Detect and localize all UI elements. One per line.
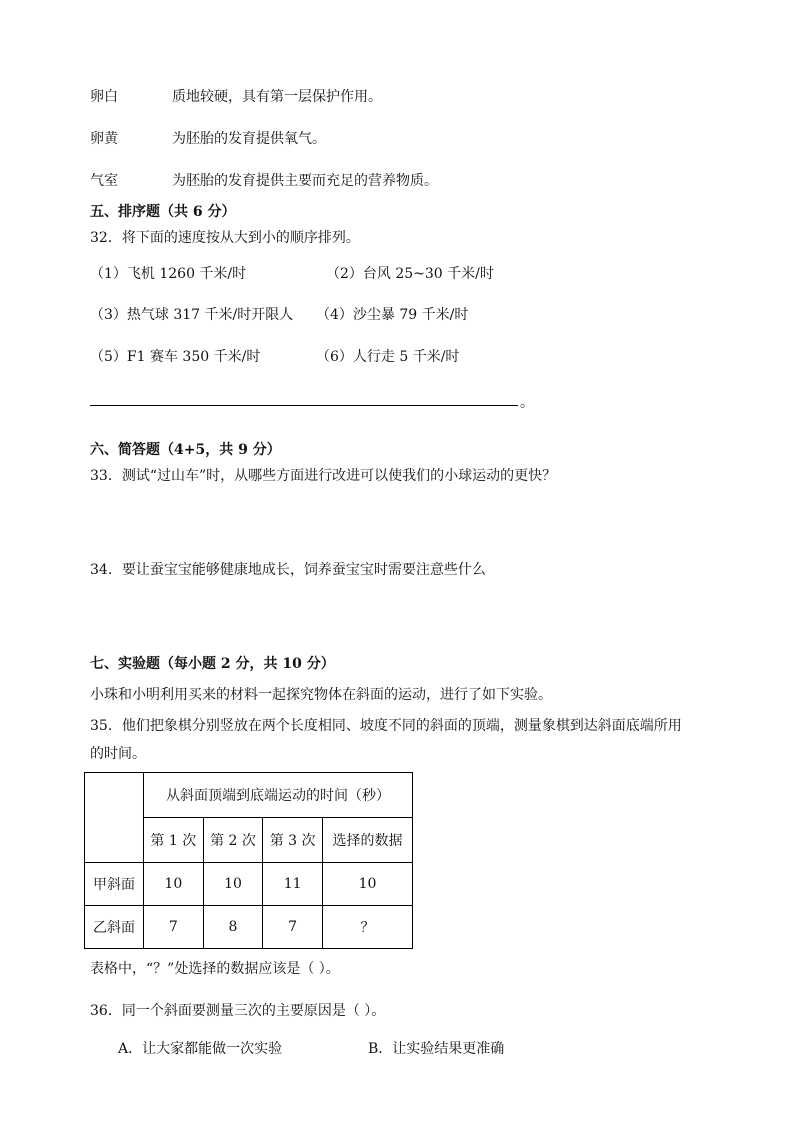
table-cell: 11	[263, 863, 323, 906]
speed-item-1: （1）飞机 1260 千米/时	[90, 266, 247, 282]
column-header: 第 2 次	[203, 818, 263, 863]
table-row	[85, 906, 413, 949]
egg-part-row	[90, 172, 438, 190]
section-heading-sorting: 五、排序题（共 6 分）	[90, 204, 236, 220]
egg-part-term: 卵黄	[90, 131, 118, 147]
table-cell: 10	[322, 863, 412, 906]
question-33: 33．测试“过山车”时，从哪些方面进行改进可以使我们的小球运动的更快？	[90, 468, 557, 484]
question-36: 36．同一个斜面要测量三次的主要原因是（ ）。	[90, 1003, 386, 1019]
column-header: 第 1 次	[144, 818, 204, 863]
table-cell: 10	[203, 863, 263, 906]
table-cell: 8	[203, 906, 263, 949]
question-32: 32．将下面的速度按从大到小的顺序排列。	[90, 230, 360, 246]
option-a[interactable]: A．让大家都能做一次实验	[118, 1041, 283, 1057]
egg-part-description: 为胚胎的发育提供主要而充足的营养物质。	[172, 173, 438, 189]
timing-table	[84, 772, 413, 949]
column-header: 选择的数据	[322, 818, 412, 863]
option-b[interactable]: B．让实验结果更准确	[368, 1041, 505, 1057]
section-heading-short-answer: 六、简答题（4+5，共 9 分）	[90, 442, 281, 458]
speed-item-3: （3）热气球 317 千米/时开限人	[90, 307, 294, 323]
answer-blank-line[interactable]	[90, 405, 518, 406]
answer-end-mark: 。	[520, 395, 534, 411]
table-corner-cell	[85, 773, 144, 863]
section-heading-experiment: 七、实验题（每小题 2 分，共 10 分）	[90, 656, 335, 672]
egg-part-term: 气室	[90, 173, 118, 189]
egg-part-row	[90, 88, 382, 106]
experiment-intro: 小珠和小明利用买来的材料一起探究物体在斜面的运动，进行了如下实验。	[90, 687, 552, 703]
table-cell: ？	[322, 906, 412, 949]
egg-part-row	[90, 130, 326, 148]
question-35-line-1: 35．他们把象棋分别竖放在两个长度相同、坡度不同的斜面的顶端，测量象棋到达斜面底端所用	[90, 718, 682, 734]
table-cell: 10	[144, 863, 204, 906]
egg-part-description: 为胚胎的发育提供氧气。	[172, 131, 326, 147]
speed-item-5: （5）F1 赛车 350 千米/时	[90, 349, 261, 365]
speed-item-6: （6）人行走 5 千米/时	[316, 349, 460, 365]
egg-part-description: 质地较硬，具有第一层保护作用。	[172, 89, 382, 105]
table-cell: 7	[263, 906, 323, 949]
row-label: 乙斜面	[85, 906, 144, 949]
question-34: 34．要让蚕宝宝能够健康地成长，饲养蚕宝宝时需要注意些什么	[90, 562, 486, 578]
table-cell: 7	[144, 906, 204, 949]
column-header: 第 3 次	[263, 818, 323, 863]
question-35-line-2: 的时间。	[90, 746, 146, 762]
table-header: 从斜面顶端到底端运动的时间（秒）	[144, 773, 413, 818]
table-row	[85, 863, 413, 906]
egg-part-term: 卵白	[90, 89, 118, 105]
speed-item-2: （2）台风 25~30 千米/时	[326, 266, 494, 282]
table-question: 表格中，“？”处选择的数据应该是（ ）。	[90, 961, 340, 977]
speed-item-4: （4）沙尘暴 79 千米/时	[316, 307, 469, 323]
row-label: 甲斜面	[85, 863, 144, 906]
